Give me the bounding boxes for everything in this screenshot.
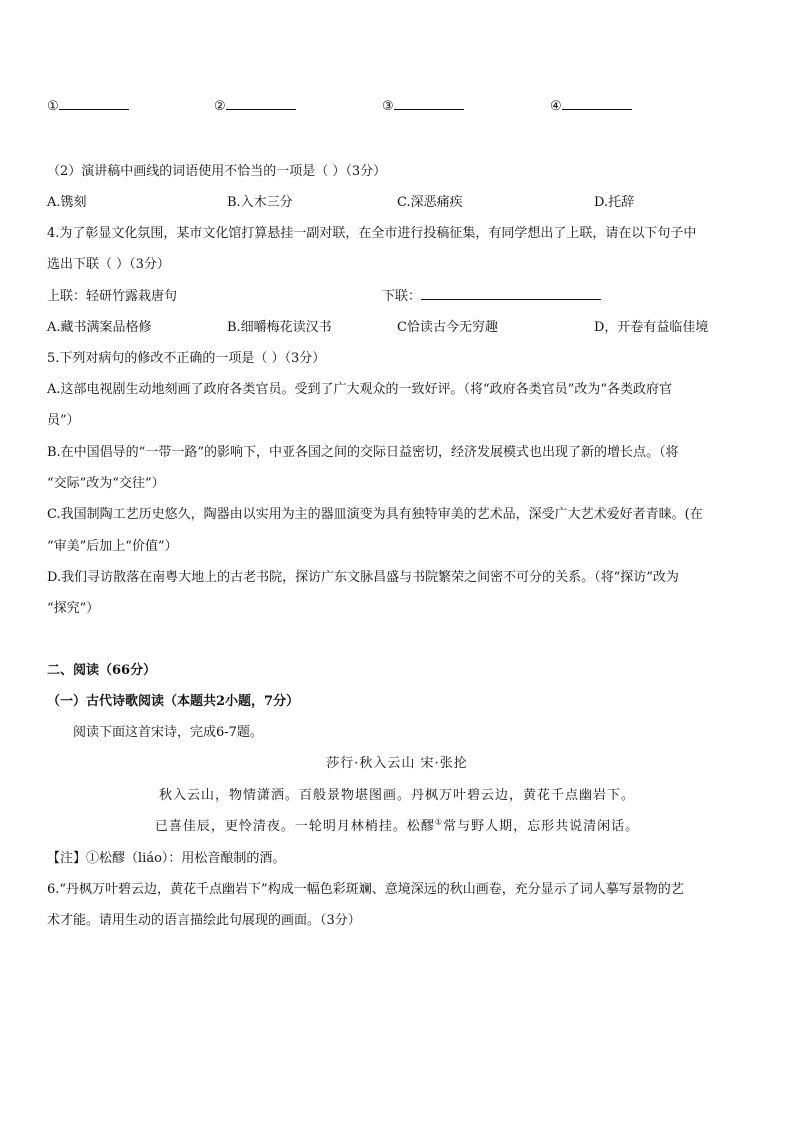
q5-option-d-line2: “探究”） xyxy=(47,601,100,616)
blank-1[interactable] xyxy=(47,97,129,114)
q4-option-a: A.藏书满案品格修 xyxy=(47,320,152,335)
q5-stem: 5.下列对病句的修改不正确的一项是（ ）（3分） xyxy=(47,351,326,366)
poem-line-2 xyxy=(0,815,794,834)
blank-2-line[interactable] xyxy=(226,97,296,110)
blank-3-line[interactable] xyxy=(394,97,464,110)
q4-stem-line2: 选出下联（ ）（3分） xyxy=(47,257,170,272)
q2-option-c: C.深恶痛疾 xyxy=(397,195,463,210)
q6-stem-line1: 6.“丹枫万叶碧云边，黄花千点幽岩下”构成一幅色彩斑斓、意境深远的秋山画卷，充分显示了词人摹写景物的艺 xyxy=(47,882,684,897)
q4-lower-couplet xyxy=(382,285,601,304)
q4-lower-label: 下联： xyxy=(382,289,422,304)
blank-2[interactable] xyxy=(214,97,296,114)
poem-line-2-part2: 常与野人期，忘形共说清闲话。 xyxy=(443,819,640,834)
q4-upper-couplet: 上联：轻研竹露栽唐句 xyxy=(47,289,178,304)
q5-option-b-line1: B.在中国倡导的“一带一路”的影响下，中亚各国之间的交际日益密切，经济发展模式也出现了新的增长点。（将 xyxy=(47,445,679,460)
q2-option-d: D.托辞 xyxy=(594,195,635,210)
q4-lower-answer-line[interactable] xyxy=(421,287,601,300)
q4-option-c: C恰读古今无穷趣 xyxy=(397,320,498,335)
blank-1-number: ① xyxy=(47,99,59,114)
blank-1-line[interactable] xyxy=(59,97,129,110)
q2-option-a: A.镌刻 xyxy=(47,195,87,210)
footnote-marker: ① xyxy=(434,817,444,827)
q5-option-c-line2: “审美”后加上“价值”） xyxy=(47,539,178,554)
subsection-heading-poetry: （一）古代诗歌阅读（本题共2小题，7分） xyxy=(47,694,300,709)
blank-3[interactable] xyxy=(382,97,464,114)
q4-option-d: D，开卷有益临佳境 xyxy=(594,320,709,335)
q6-stem-line2: 术才能。请用生动的语言描绘此句展现的画面。（3分） xyxy=(47,913,361,928)
poetry-intro: 阅读下面这首宋诗，完成6-7题。 xyxy=(73,725,263,740)
q5-option-a-line1: A.这部电视剧生动地刻画了政府各类官员。受到了广大观众的一致好评。（将“政府各类官员”改为“各类政府官 xyxy=(47,382,672,397)
q2-stem: （2）演讲稿中画线的词语使用不恰当的一项是（ ）（3分） xyxy=(47,164,387,179)
q4-stem-line1: 4.为了彰显文化氛围，某市文化馆打算悬挂一副对联，在全市进行投稿征集，有同学想出了上联，请在以下句子中 xyxy=(47,226,697,241)
blank-4-number: ④ xyxy=(550,99,562,114)
q2-option-b: B.入木三分 xyxy=(227,195,293,210)
blank-2-number: ② xyxy=(214,99,226,114)
q5-option-b-line2: “交际”改为“交往”） xyxy=(47,476,165,491)
blank-4-line[interactable] xyxy=(562,97,632,110)
q5-option-d-line1: D.我们寻访散落在南粤大地上的古老书院，探访广东文脉昌盛与书院繁荣之间密不可分的关系。（将“探访”改为 xyxy=(47,570,679,585)
section-heading-reading: 二、阅读（66分） xyxy=(47,663,157,678)
poem-line-2-part1: 已喜佳辰，更怜清夜。一轮明月林梢挂。松醪 xyxy=(154,819,435,834)
poem-line-1: 秋入云山，物情潇洒。百般景物堪图画。丹枫万叶碧云边，黄花千点幽岩下。 xyxy=(158,788,635,803)
q4-option-b: B.细嚼梅花读汉书 xyxy=(227,320,332,335)
poem-title: 莎行·秋入云山 宋·张抡 xyxy=(326,756,468,771)
q5-option-c-line1: C.我国制陶工艺历史悠久，陶器由以实用为主的器皿演变为具有独特审美的艺术品，深受广大艺术爱好者青睐。(在 xyxy=(47,507,703,522)
blank-4[interactable] xyxy=(550,97,632,114)
blank-3-number: ③ xyxy=(382,99,394,114)
q5-option-a-line2: 员”） xyxy=(47,413,80,428)
poem-footnote: 【注】①松醪（liáo）：用松音酿制的酒。 xyxy=(47,851,286,866)
